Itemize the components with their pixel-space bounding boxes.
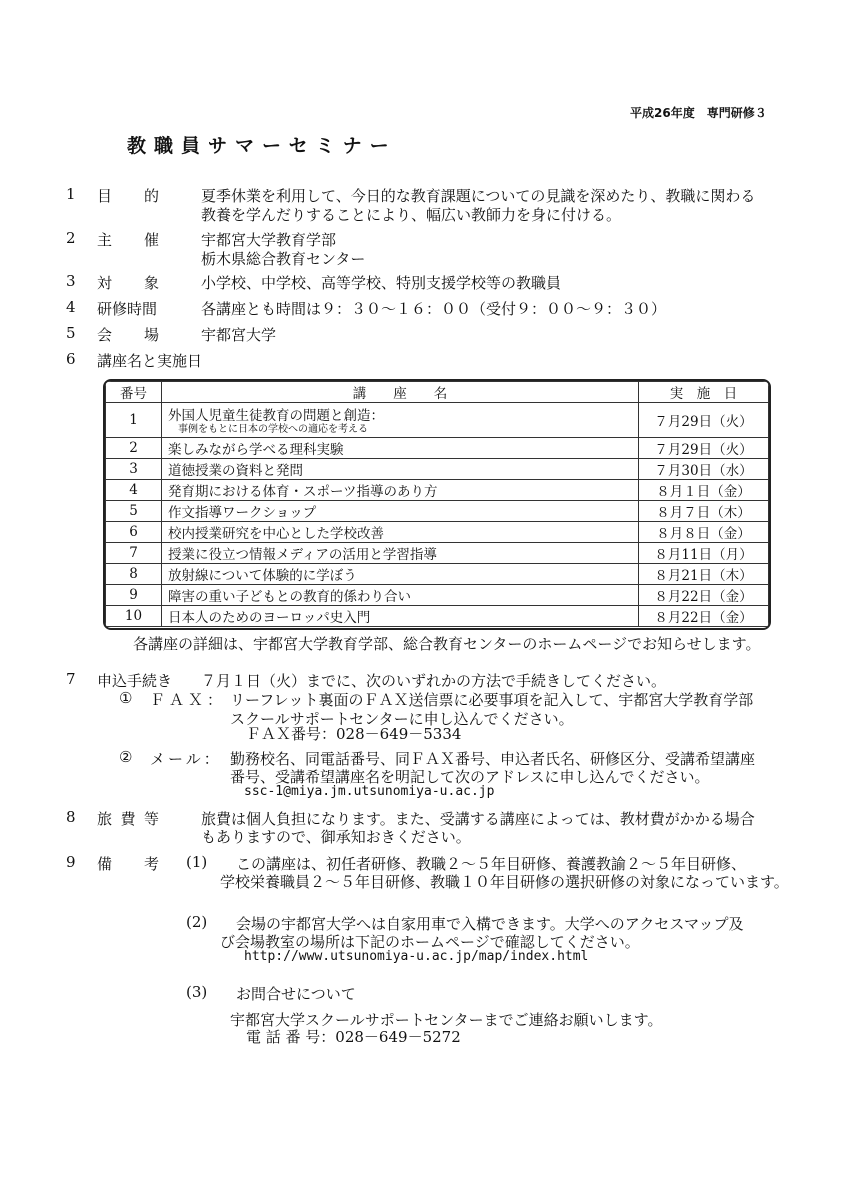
course-number: 5 bbox=[106, 501, 162, 522]
item-label: 研修時間 bbox=[97, 300, 158, 318]
course-name: 障害の重い子どもとの教育的係わり合い bbox=[162, 585, 639, 606]
item-label-char: 主 bbox=[97, 231, 113, 249]
course-number: 10 bbox=[106, 606, 162, 627]
fax-text-line: スクールサポートセンターに申し込んでください。 bbox=[230, 710, 574, 728]
table-row bbox=[106, 606, 769, 627]
remark-marker: (1) bbox=[186, 853, 208, 871]
fees-text-line: 旅費は個人負担になります。また、受講する講座によっては、教材費がかかる場合 bbox=[201, 810, 755, 828]
table-row bbox=[106, 522, 769, 543]
course-table-frame bbox=[103, 379, 771, 630]
course-number: 9 bbox=[106, 585, 162, 606]
fax-marker: ① bbox=[119, 689, 133, 707]
course-name: 作文指導ワークショップ bbox=[162, 501, 639, 522]
remark-marker: (2) bbox=[186, 913, 208, 931]
item-label-char: 催 bbox=[143, 231, 159, 249]
item-number: 4 bbox=[66, 298, 76, 316]
course-date: ８月８日（金） bbox=[639, 522, 769, 543]
mail-text-line: 番号、受講希望講座名を明記して次のアドレスに申し込んでください。 bbox=[230, 768, 710, 786]
course-date: ８月22日（金） bbox=[639, 606, 769, 627]
item-label bbox=[97, 185, 159, 206]
table-row bbox=[106, 459, 769, 480]
remark-text-line: この講座は、初任者研修、教職２～５年目研修、養護教諭２～５年目研修、 bbox=[236, 855, 747, 873]
item-text-line: 夏季休業を利用して、今日的な教育課題についての見識を深めたり、教職に関わる bbox=[201, 187, 756, 205]
remark-text-line: び会場教室の場所は下記のホームページで確認してください。 bbox=[220, 933, 640, 951]
item-label-char: 費 bbox=[120, 810, 136, 828]
item-text-line: 宇都宮大学教育学部 bbox=[201, 231, 337, 249]
course-number: 3 bbox=[106, 459, 162, 480]
item-label: 講座名と実施日 bbox=[97, 352, 203, 370]
item-label-char: 旅 bbox=[97, 810, 113, 828]
course-date: ８月７日（木） bbox=[639, 501, 769, 522]
item-text-line: 小学校、中学校、高等学校、特別支援学校等の教職員 bbox=[201, 274, 562, 292]
item-number: 9 bbox=[66, 853, 76, 871]
table-row bbox=[106, 543, 769, 564]
course-name: 楽しみながら学べる理科実験 bbox=[162, 438, 639, 459]
contact-text: 宇都宮大学スクールサポートセンターまでご連絡お願いします。 bbox=[230, 1011, 663, 1029]
mail-marker: ② bbox=[119, 748, 133, 766]
item-text-line: 宇都宮大学 bbox=[201, 326, 277, 344]
mail-address[interactable]: ssc-1@miya.jm.utsunomiya-u.ac.jp bbox=[244, 784, 495, 799]
remark-text-line: 会場の宇都宮大学へは自家用車で入構できます。大学へのアクセスマップ及 bbox=[236, 915, 744, 933]
course-date: ８月１日（金） bbox=[639, 480, 769, 501]
course-name: 放射線について体験的に学ぼう bbox=[162, 564, 639, 585]
access-map-url[interactable]: http://www.utsunomiya-u.ac.jp/map/index.html bbox=[244, 949, 589, 964]
page-title: 教職員サマーセミナー bbox=[127, 135, 397, 157]
course-title: 外国人児童生徒教育の問題と創造： bbox=[168, 408, 384, 424]
mail-text-line: 勤務校名、同電話番号、同ＦＡＸ番号、申込者氏名、研修区分、受講希望講座 bbox=[230, 750, 756, 768]
course-name: 授業に役立つ情報メディアの活用と学習指導 bbox=[162, 543, 639, 564]
course-name: 日本人のためのヨーロッパ史入門 bbox=[162, 606, 639, 627]
item-label-char: 会 bbox=[97, 326, 113, 344]
fees-text-line: もありますので、御承知おきください。 bbox=[201, 828, 471, 846]
course-number: 4 bbox=[106, 480, 162, 501]
fax-text-line: リーフレット裏面のＦＡＸ送信票に必要事項を記入して、宇都宮大学教育学部 bbox=[230, 691, 754, 709]
table-header-row bbox=[106, 382, 769, 403]
item-text-line: 各講座とも時間は９：３０～１６：００（受付９：００～９：３０） bbox=[201, 300, 667, 318]
course-number: 1 bbox=[106, 403, 162, 438]
item-number: 5 bbox=[66, 324, 76, 342]
course-date: ８月11日（月） bbox=[639, 543, 769, 564]
course-subtitle: 事例をもとに日本の学校への適応を考える bbox=[178, 424, 368, 435]
item-label-char: 対 bbox=[97, 274, 113, 292]
item-label-char: 象 bbox=[143, 274, 159, 292]
table-row bbox=[106, 564, 769, 585]
item-text-line: 教養を学んだりすることにより、幅広い教師力を身に付ける。 bbox=[201, 206, 622, 224]
table-row bbox=[106, 480, 769, 501]
remark-heading: お問合せについて bbox=[236, 985, 356, 1003]
contact-phone: 電 話 番 号：028－649－5272 bbox=[246, 1028, 461, 1046]
table-note: 各講座の詳細は、宇都宮大学教育学部、総合教育センターのホームページでお知らせします。 bbox=[133, 635, 761, 653]
course-name: 発育期における体育・スポーツ指導のあり方 bbox=[162, 480, 639, 501]
apply-intro: ７月１日（火）までに、次のいずれかの方法で手続きしてください。 bbox=[201, 672, 667, 690]
item-label bbox=[97, 808, 159, 829]
item-label-char: 備 bbox=[97, 855, 113, 873]
item-number: 2 bbox=[66, 229, 76, 247]
item-number: 3 bbox=[66, 272, 76, 290]
item-label-char: 等 bbox=[143, 810, 159, 828]
item-number: 8 bbox=[66, 808, 76, 826]
item-label-char: 場 bbox=[143, 326, 159, 344]
course-number: 8 bbox=[106, 564, 162, 585]
course-number: 2 bbox=[106, 438, 162, 459]
table-row bbox=[106, 501, 769, 522]
document-header-label: 平成26年度 専門研修３ bbox=[630, 106, 767, 120]
item-number: 6 bbox=[66, 350, 76, 368]
course-date: ８月22日（金） bbox=[639, 585, 769, 606]
mail-label: メール： bbox=[150, 750, 222, 768]
course-table bbox=[105, 381, 769, 627]
course-number: 7 bbox=[106, 543, 162, 564]
remark-text-line: 学校栄養職員２～５年目研修、教職１０年目研修の選択研修の対象になっています。 bbox=[220, 873, 789, 891]
item-number: 1 bbox=[66, 185, 76, 203]
course-name: 道徳授業の資料と発問 bbox=[162, 459, 639, 480]
header-course-name: 講 座 名 bbox=[162, 382, 639, 403]
course-name bbox=[162, 403, 639, 438]
course-number: 6 bbox=[106, 522, 162, 543]
item-label bbox=[97, 229, 159, 250]
item-label bbox=[97, 324, 159, 345]
item-number: 7 bbox=[66, 670, 76, 688]
header-number: 番号 bbox=[106, 382, 162, 403]
course-name: 校内授業研究を中心とした学校改善 bbox=[162, 522, 639, 543]
item-label-char: 考 bbox=[143, 855, 159, 873]
item-label bbox=[97, 853, 159, 874]
header-date: 実 施 日 bbox=[639, 382, 769, 403]
remark-marker: (3) bbox=[186, 983, 208, 1001]
course-date: ７月30日（水） bbox=[639, 459, 769, 480]
course-date: ８月21日（木） bbox=[639, 564, 769, 585]
item-label-char: 的 bbox=[143, 187, 159, 205]
course-date: ７月29日（火） bbox=[639, 403, 769, 438]
item-text-line: 栃木県総合教育センター bbox=[201, 250, 366, 268]
course-date: ７月29日（火） bbox=[639, 438, 769, 459]
item-label: 申込手続き bbox=[97, 672, 173, 690]
item-label bbox=[97, 272, 159, 293]
item-label-char: 目 bbox=[97, 187, 113, 205]
table-row bbox=[106, 403, 769, 438]
table-row bbox=[106, 438, 769, 459]
table-row bbox=[106, 585, 769, 606]
fax-number: ＦＡＸ番号：028－649－5334 bbox=[246, 725, 462, 743]
fax-label: ＦＡＸ： bbox=[150, 691, 227, 709]
